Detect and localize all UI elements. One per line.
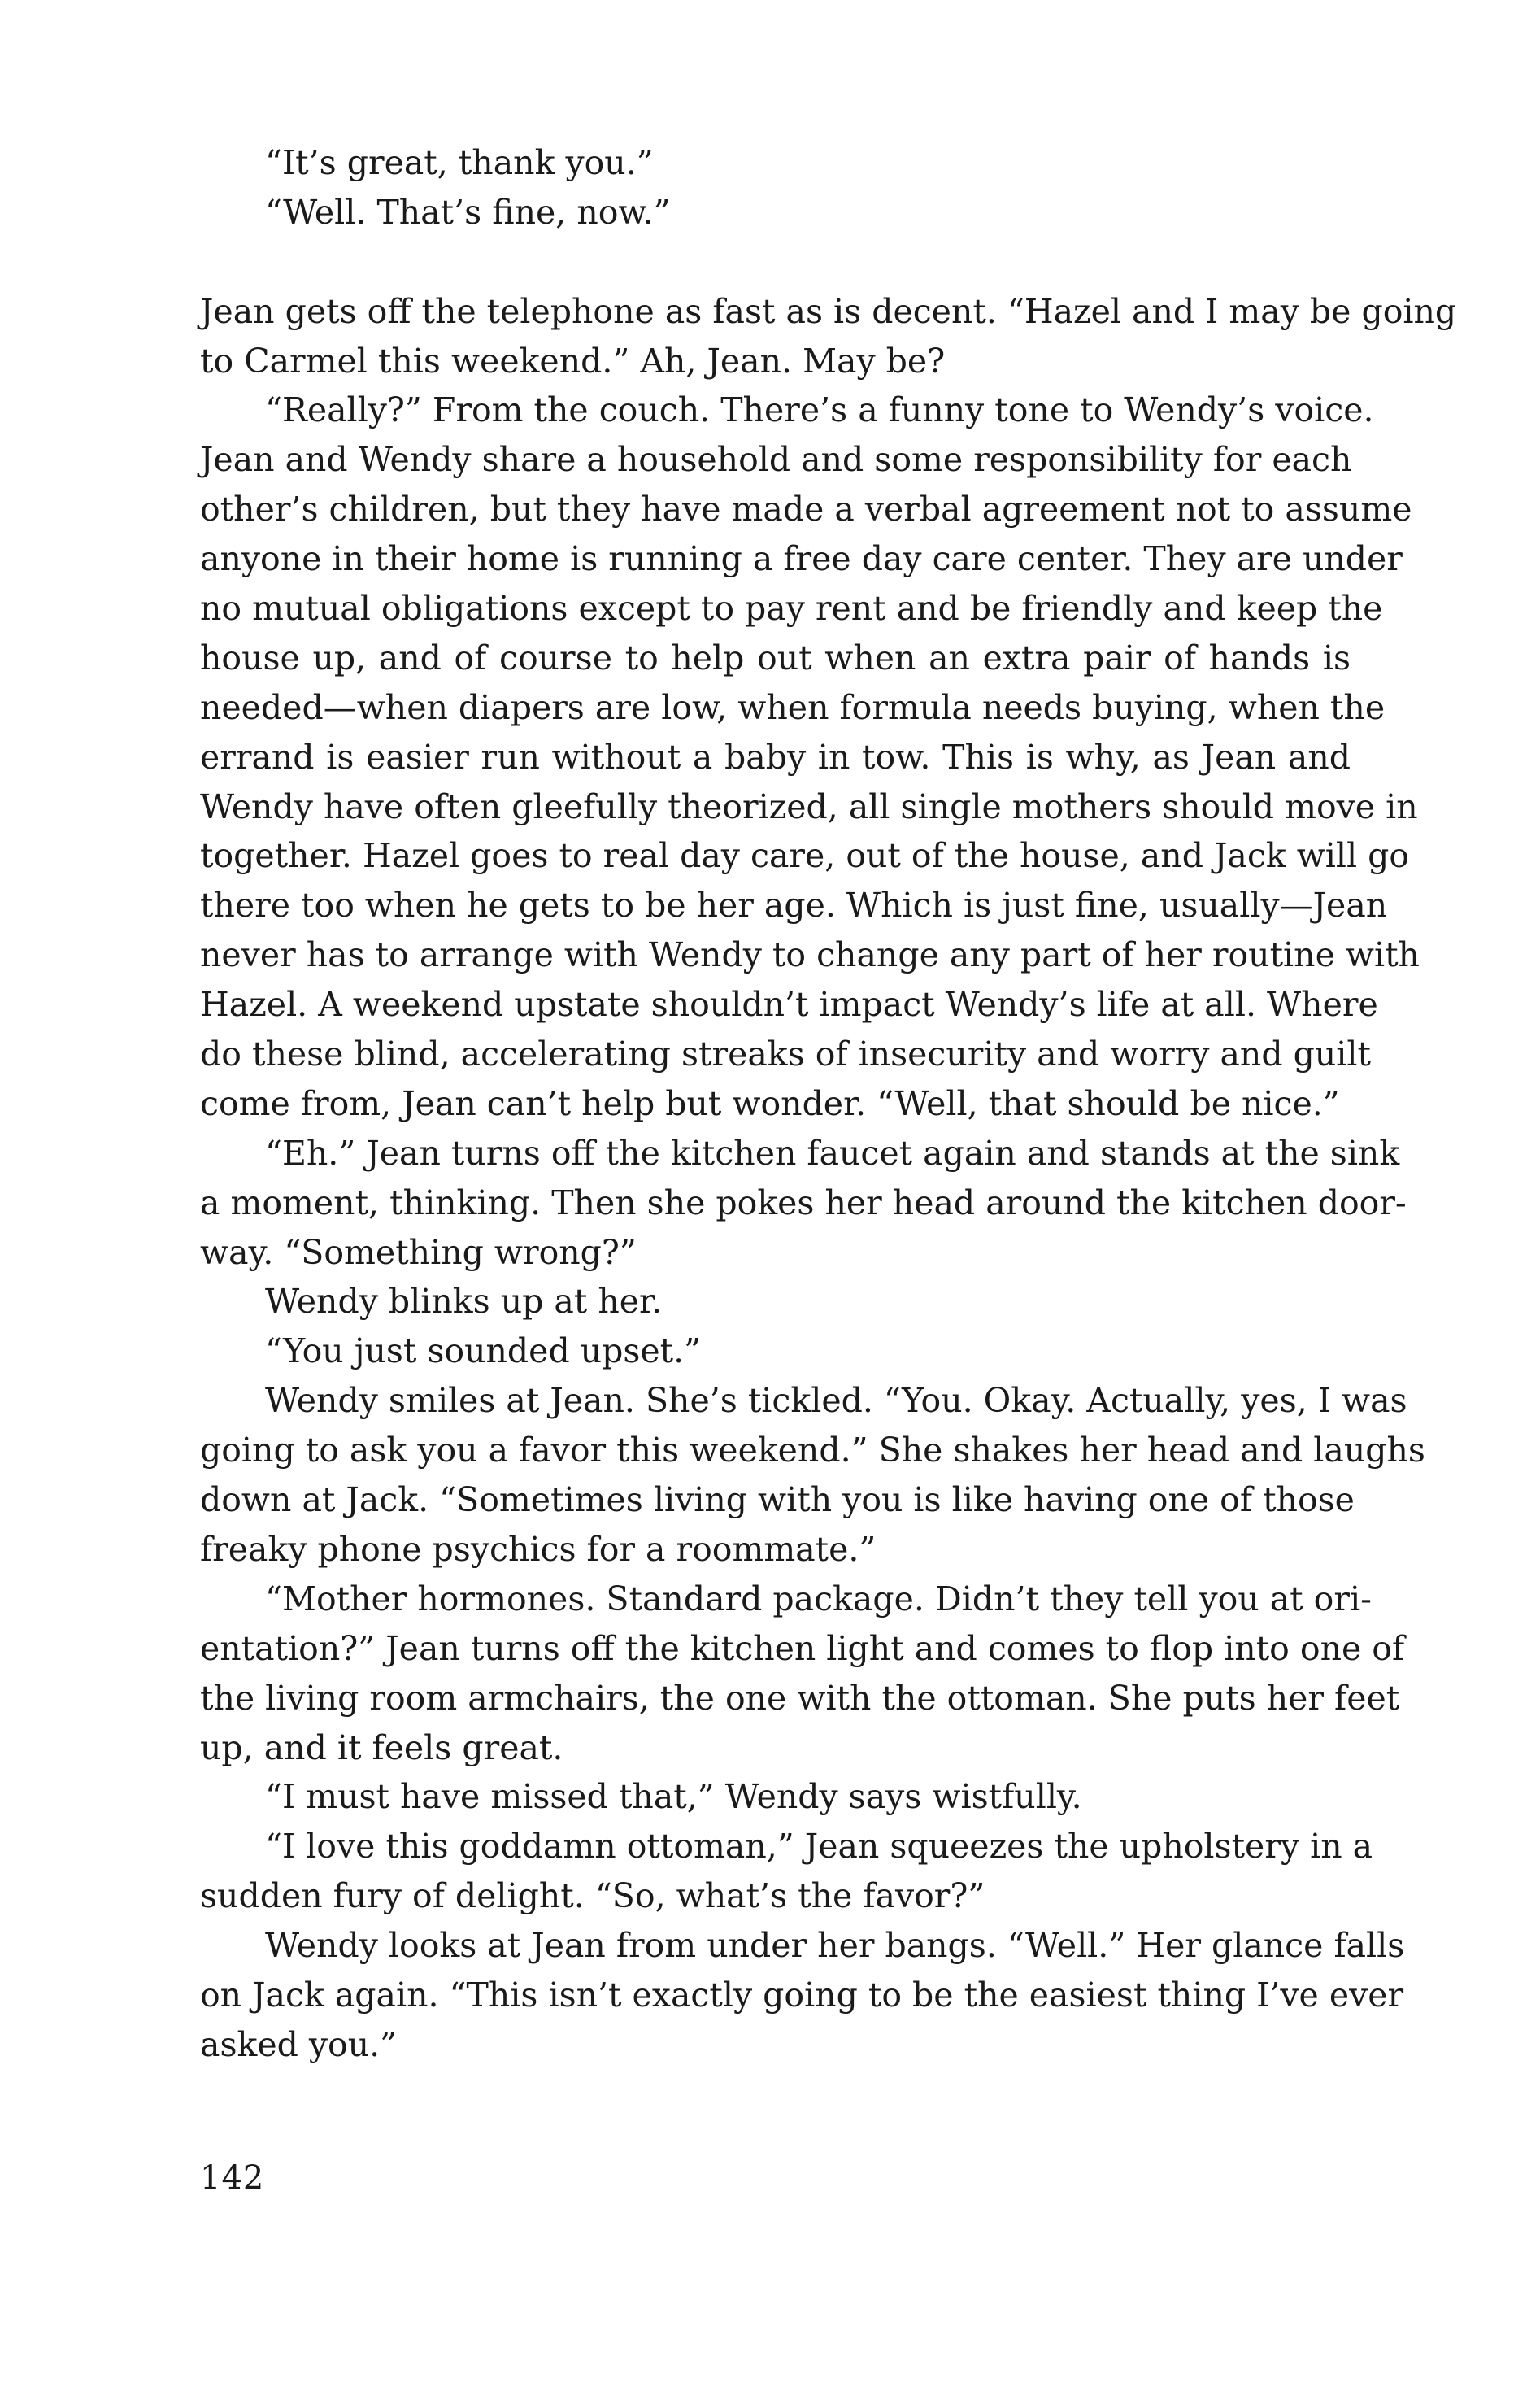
text-line: Jean and Wendy share a household and some responsibility for each: [200, 440, 1352, 480]
text-line: no mutual obligations except to pay rent and be friendly and keep the: [200, 589, 1383, 629]
text-line: “It’s great, thank you.”: [265, 143, 654, 182]
text-line: Wendy have often gleefully theorized, all single mothers should move in: [200, 786, 1418, 826]
text-line: Wendy smiles at Jean. She’s tickled. “You. Okay. Actually, yes, I was: [265, 1381, 1407, 1421]
page-number: 142: [200, 2159, 265, 2197]
text-line: “I love this goddamn ottoman,” Jean squeezes the upholstery in a: [265, 1827, 1373, 1866]
main-paragraphs: [200, 287, 1457, 2070]
text-line: Wendy looks at Jean from under her bangs. “Well.” Her glance falls: [265, 1926, 1405, 1966]
text-line: up, and it feels great.: [200, 1727, 563, 1767]
text-line: do these blind, accelerating streaks of insecurity and worry and guilt: [200, 1035, 1371, 1074]
text-line: house up, and of course to help out when an extra pair of hands is: [200, 638, 1351, 677]
text-line: entation?” Jean turns off the kitchen light and comes to flop into one of: [200, 1628, 1405, 1668]
text-line: “Eh.” Jean turns off the kitchen faucet again and stands at the sink: [265, 1133, 1400, 1173]
text-line: freaky phone psychics for a roommate.”: [200, 1529, 877, 1569]
body-text: [200, 138, 1457, 2070]
text-line: together. Hazel goes to real day care, out of the house, and Jack will go: [200, 836, 1410, 876]
text-line: way. “Something wrong?”: [200, 1232, 637, 1272]
text-line: Wendy blinks up at her.: [265, 1282, 663, 1322]
text-line: to Carmel this weekend.” Ah, Jean. May be?: [200, 341, 946, 381]
text-line: “Mother hormones. Standard package. Didn’t they tell you at ori-: [265, 1579, 1372, 1618]
text-line: errand is easier run without a baby in tow. This is why, as Jean and: [200, 737, 1351, 777]
text-line: never has to arrange with Wendy to change any part of her routine with: [200, 935, 1420, 975]
text-line: down at Jack. “Sometimes living with you is like having one of those: [200, 1480, 1355, 1520]
text-line: a moment, thinking. Then she pokes her head around the kitchen door-: [200, 1183, 1407, 1222]
text-line: “Well. That’s fine, now.”: [265, 192, 671, 232]
text-line: the living room armchairs, the one with the ottoman. She puts her feet: [200, 1678, 1400, 1718]
opening-dialogue: [200, 138, 1351, 237]
text-line: come from, Jean can’t help but wonder. “Well, that should be nice.”: [200, 1083, 1340, 1123]
text-line: on Jack again. “This isn’t exactly going to be the easiest thing I’ve ever: [200, 1975, 1404, 2015]
text-line: anyone in their home is running a free day care center. They are under: [200, 539, 1403, 579]
text-line: needed—when diapers are low, when formula needs buying, when the: [200, 687, 1386, 727]
text-line: Jean gets off the telephone as fast as is decent. “Hazel and I may be going: [200, 291, 1457, 331]
text-line: Hazel. A weekend upstate shouldn’t impact Wendy’s life at all. Where: [200, 985, 1378, 1025]
text-line: “You just sounded upset.”: [265, 1331, 702, 1371]
text-line: going to ask you a favor this weekend.” She shakes her head and laughs: [200, 1431, 1425, 1470]
section-gap: [200, 237, 1351, 287]
text-line: sudden fury of delight. “So, what’s the favor?”: [200, 1876, 985, 1916]
text-line: “I must have missed that,” Wendy says wistfully.: [265, 1777, 1082, 1817]
text-line: “Really?” From the couch. There’s a funny tone to Wendy’s voice.: [265, 390, 1374, 430]
text-line: asked you.”: [200, 2024, 398, 2064]
text-line: there too when he gets to be her age. Which is just fine, usually—Jean: [200, 886, 1388, 926]
text-line: other’s children, but they have made a verbal agreement not to assume: [200, 490, 1412, 529]
